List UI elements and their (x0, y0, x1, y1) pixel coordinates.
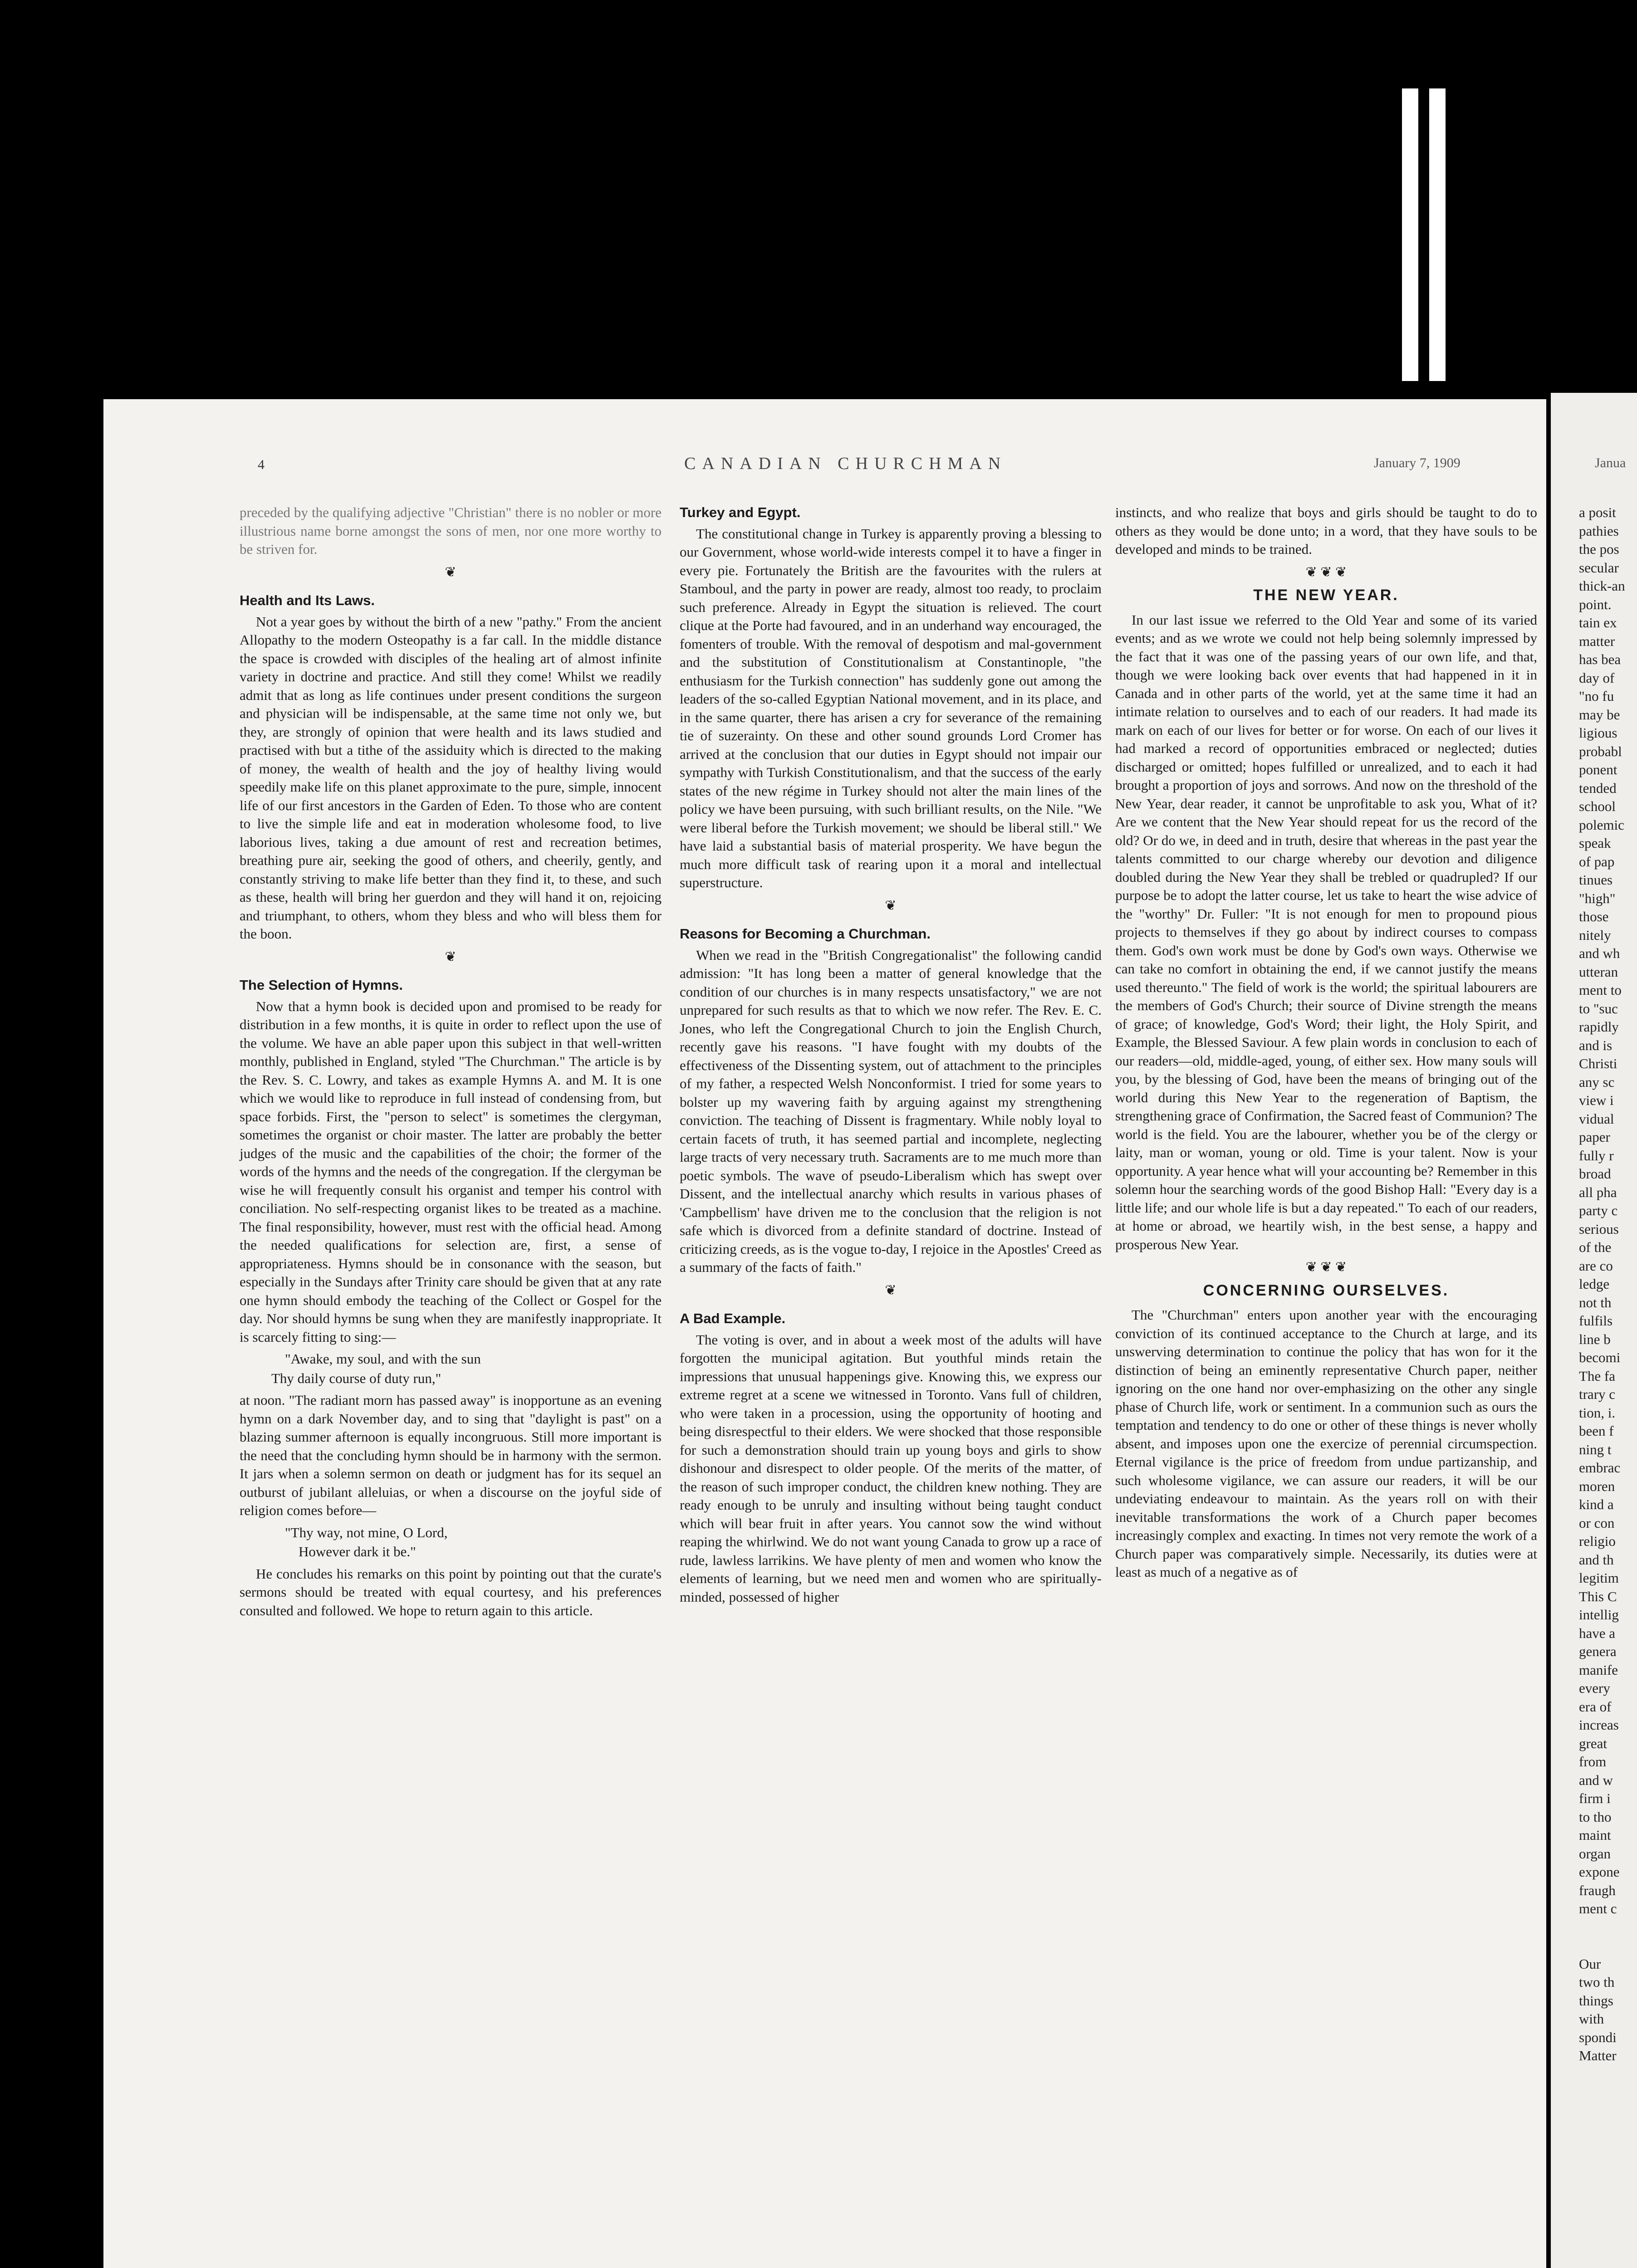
edge-text-line: day of (1579, 670, 1615, 686)
edge-text-line: manife (1579, 1662, 1618, 1678)
edge-text-line: ment c (1579, 1901, 1617, 1916)
edge-text-line: fulfils (1579, 1313, 1613, 1329)
fleuron-ornament: ❦ (885, 1282, 897, 1298)
verse-line: However dark it be." (299, 1544, 416, 1559)
edge-text-line: Matter (1579, 2048, 1617, 2063)
edge-text-line: "no fu (1579, 688, 1614, 704)
edge-text-line: utteran (1579, 963, 1618, 980)
edge-text-line: Our (1579, 1955, 1601, 1972)
edge-text-line: tended (1579, 780, 1617, 796)
edge-text-line: fully r (1579, 1147, 1614, 1163)
fleuron-ornament: ❦ (445, 564, 456, 580)
heading-hymns: The Selection of Hymns. (240, 977, 403, 993)
edge-text-line: era of (1579, 1698, 1612, 1715)
verse-line: "Thy way, not mine, O Lord, (285, 1524, 448, 1540)
edge-text-line: matter (1579, 633, 1615, 649)
edge-text-line: rapidly (1579, 1019, 1619, 1035)
edge-text-line: trary c (1579, 1386, 1616, 1402)
paragraph: The voting is over, and in about a week most of the adults will have forgotten the municipal agitation. But youthful minds retain the impressions that unusual happenings give. Knowing this, we express our extreme regret at a scene we witnessed in Toronto. Vans full of children, who were taken in a procession, using the opportunity of hooting and being disrespectful to their elders. We were shocked that those responsible for such a demonstration should train up young boys and girls to show dishonour and disrespect to older people. Of the merits of the matter, of the reason of such improper conduct, the children knew nothing. They are ready enough to be unruly and insulting without being taught conduct which will bear fruit in after years. You cannot sow the wind without reaping the whirlwind. We do not want young Canada to grow up a race of rude, lawless larrikins. We have plenty of men and women who know the elements of learning, but we need men and women who are spiritually-minded, possessed of higher (680, 1331, 1102, 1605)
edge-text-line: and is (1579, 1037, 1612, 1053)
page-number: 4 (258, 457, 265, 472)
edge-text-line: those (1579, 909, 1609, 924)
newspaper-page (103, 399, 1546, 2268)
paragraph: The "Churchman" enters upon another year with the encouraging conviction of its continued acceptance to the Church at large, and its unswerving determination to continue the policy that has won for it the distinction of being an eminently representative Church paper, neither ignoring on the one hand nor over-emphasizing on the other any single phase of Church life, work or sentiment. In a communion such as ours the temptation and tendency to do one or other of these things is never wholly absent, and imposes upon one the exercize of perennial circumspection. Eternal vigilance is the price of freedom from undue partizanship, and such wholesome vigilance, we can assure our readers, it will be our undeviating endeavour to maintain. As the years roll on with their inevitable transformations the work of a Church paper becomes increasingly complex and exacting. In times not very remote the work of a Church paper was comparatively simple. Necessarily, its duties were at least as much of a negative as of (1115, 1307, 1537, 1580)
edge-text-line: intellig (1579, 1607, 1619, 1623)
edge-text-line: point. (1579, 596, 1612, 612)
edge-text-line: secular (1579, 559, 1619, 576)
column-1 (240, 503, 662, 1623)
edge-text-line: ponent (1579, 762, 1617, 777)
edge-text-line: religio (1579, 1533, 1616, 1549)
edge-text-line: speak (1579, 835, 1611, 851)
edge-text-line: ment to (1579, 982, 1622, 998)
column-2 (680, 503, 1102, 1609)
edge-text-line: and w (1579, 1772, 1613, 1788)
running-title: CANADIAN CHURCHMAN (684, 454, 1007, 473)
edge-text-line: expone (1579, 1864, 1620, 1880)
edge-text-line: maint (1579, 1827, 1611, 1843)
edge-text-line: things (1579, 1992, 1613, 2009)
edge-text-line (1579, 1936, 1637, 1955)
edge-text-line: from (1579, 1754, 1607, 1769)
edge-text-line: school (1579, 798, 1616, 814)
film-marker-top-2 (1429, 88, 1446, 381)
paragraph: When we read in the "British Congregationalist" the following candid admission: "It has long been a matter of general knowledge that the condition of our churches is in many respects unsatisfactory," we are not unprepared for such results as that to which we now refer. The Rev. E. C. Jones, who left the Congregational Church to join the English Church, recently gave his reasons. "I have fought with my doubts of the effectiveness of the Dissenting system, out of attachment to the principles of my father, a respected Welsh Nonconformist. I tried for some years to bolster up my wavering faith by arguing against my strengthening conviction. The teaching of Dissent is fragmentary. While nobly loyal to certain facets of truth, it has seemed partial and incomplete, neglecting large tracts of very necessary truth. Sacraments are to me much more than poetic symbols. The wave of pseudo-Liberalism which has swept over Dissent, and the intellectual anarchy which results in various phases of 'Campbellism' have driven me to the conclusion that the religion is not safe which is divorced from a definite standard of doctrine. Instead of criticizing creeds, as is the vogue to-day, I rejoice in the Apostles' Creed as a summary of the facts of faith." (680, 947, 1102, 1275)
triple-fleuron-ornament: ❦ ❦ ❦ (1305, 1260, 1347, 1275)
column-3 (1115, 503, 1537, 1584)
paragraph: Not a year goes by without the birth of a new "pathy." From the ancient Allopathy to the modern Osteopathy is a far call. In the middle distance the space is crowded with disciples of the healing art of almost infinite variety in doctrine and practice. And still they come! Whilst we readily admit that as long as life continues under present conditions the surgeon and physician will be indispensable, at the same time not only we, but they, are strongly of opinion that were health and its laws studied and practised with but a tithe of the assiduity which is directed to the making of money, the wealth of health and the joy of healthy living would speedily make life on this planet approximate to the pure, simple, innocent life of our first ancestors in the Garden of Eden. To those who are content to live the simple life and eat in moderation wholesome food, to live laborious lives, taking a due amount of rest and recreation betimes, breathing pure air, seeking the good of others, and cheerily, gently, and constantly striving to make life better than they find it, to these, and such as these, health will bring her guerdon and they will hand it on, rejoicing and triumphant, to others, whom they bless and who will bless them for the boon. (240, 613, 662, 942)
triple-fleuron-ornament: ❦ ❦ ❦ (1305, 564, 1347, 580)
edge-text-line: paper (1579, 1129, 1610, 1145)
col3-intro: instincts, and who realize that boys and girls should be taught to do to others as they would be done unto; in a word, that they have souls to be developed and minds to be trained. (1115, 504, 1537, 557)
edge-text-line: fraugh (1579, 1882, 1616, 1898)
edge-text-line: tinues (1579, 872, 1613, 888)
heading-reasons: Reasons for Becoming a Churchman. (680, 926, 931, 942)
edge-text-line: of the (1579, 1239, 1612, 1255)
edge-text-line: firm i (1579, 1790, 1611, 1806)
paragraph: In our last issue we referred to the Old Year and some of its varied events; and as we wrote we could not help being solemnly impressed by the fact that it was one of the passing years of our own life, and that, though we were looking back over events that had happened in it in Canada and in other parts of the world, yet at the same time it had an intimate relation to ourselves and to each of our readers. It had made its mark on each of our lives for better or for worse. On each of our lives it had marked a record of opportunities embraced or neglected; duties discharged or omitted; hopes fulfilled or unrealized, and to each it had brought a proportion of joys and sorrows. And now on the threshold of the New Year, dear reader, it cannot be unprofitable to ask you, What of it? Are we content that the New Year should repeat for us the record of the old? Or do we, in deed and in truth, desire that whereas in the past year the talents committed to our charge whereby our devotion and diligence doubled during the New Year they shall be trebled or quadrupled? If our purpose be to adopt the latter course, let us take to heart the wise advice of the "worthy" Dr. Fuller: "It is not enough for men to propound pious projects to themselves if they go about by indirect courses to compass them. God's own work must be done by God's own ways. Otherwise we can take no comfort in obtaining the end, if we cannot justify the means used thereunto." The field of work is the world; the spiritual labourers are the members of God's Church; their source of Divine strength the means of grace; of knowledge, God's Word; their light, the Holy Spirit, and Example, the Blessed Saviour. A few plain words in conclusion to each of our readers—old, middle-aged, young, of either sex. How many souls will you, by the blessing of God, have been the means of bringing out of the world during this New Year to the regeneration of Baptism, the strengthening grace of Confirmation, the Sacred feast of Communion? The world is the field. You are the labourer, whether you be of the clergy or laity, man or woman, young or old. Time is your talent. Now is your opportunity. A year hence what will your accounting be? Remember in this solemn hour the searching words of the good Bishop Hall: "Every day is a little life; and our whole life is but a day repeated." To each of our readers, at home or abroad, we heartily wish, in the best sense, a happy and prosperous New Year. (1115, 611, 1537, 1252)
heading-new-year: THE NEW YEAR. (1253, 587, 1399, 604)
next-page-running-date: Janua (1595, 455, 1626, 470)
edge-text-line: all pha (1579, 1184, 1617, 1200)
paragraph: The constitutional change in Turkey is apparently proving a blessing to our Government, whose world-wide interests compel it to have a finger in every pie. Fortunately the British are the favourites with the rulers at Stamboul, and the party in power are ready, almost too ready, to proclaim such preference. Already in Egypt the situation is relieved. The court clique at the Porte had favoured, and in an underhand way encouraged, the fomenters of trouble. With the removal of despotism and mal-government and the substitution of Constitutionalism at Constantinople, "the enthusiasm for the Turkish connection" has suddenly gone out among the leaders of the so-called Egyptian National movement, and in its place, and in the same quarter, there has arisen a cry for severance of the remaining tie of suzerainty. On these and other sound grounds Lord Cromer has arrived at the conclusion that our duties in Egypt should not impair our sympathy with Turkish Constitutionalism, and that the success of the early states of the new régime in Turkey should not alter the main lines of the policy we have been pursuing, with such brilliant results, on the Nile. "We were liberal before the Turkish movement; we should be liberal still." We have laid a substantial basis of material prosperity. We have begun the much more difficult task of rearing upon it a moral and intellectual superstructure. (680, 525, 1102, 890)
edge-text-line: every (1579, 1680, 1610, 1696)
edge-text-line: are co (1579, 1257, 1613, 1274)
edge-text-line: ligious (1579, 725, 1617, 741)
edge-text-line: view i (1579, 1092, 1614, 1108)
edge-text-line: broad (1579, 1166, 1611, 1182)
edge-text-line: two th (1579, 1974, 1615, 1990)
edge-text-line: with (1579, 2011, 1604, 2027)
edge-text-line: have a (1579, 1625, 1616, 1641)
film-marker-top-1 (1402, 88, 1418, 381)
edge-text-line: polemic (1579, 816, 1624, 833)
issue-date: January 7, 1909 (1374, 455, 1461, 470)
edge-text-line: tain ex (1579, 615, 1617, 631)
edge-text-line: vidual (1579, 1110, 1614, 1127)
edge-text-line: legitim (1579, 1570, 1619, 1586)
edge-text-line: "high" (1579, 890, 1616, 906)
edge-text-line: kind a (1579, 1496, 1614, 1512)
edge-text-line: to tho (1579, 1809, 1612, 1825)
edge-text-line: ledge (1579, 1276, 1610, 1292)
verse-line: Thy daily course of duty run," (271, 1370, 441, 1386)
edge-text-line: party c (1579, 1202, 1618, 1218)
edge-text-line: line b (1579, 1331, 1611, 1347)
edge-text-line: pathies (1579, 523, 1619, 539)
edge-text-line: serious (1579, 1221, 1619, 1237)
edge-text-line: probabl (1579, 743, 1622, 759)
edge-text-line: great (1579, 1735, 1607, 1751)
edge-text-line: to "suc (1579, 1000, 1618, 1017)
edge-text-line: has bea (1579, 651, 1621, 667)
edge-text-line: of pap (1579, 853, 1615, 870)
heading-concerning-ourselves: CONCERNING OURSELVES. (1203, 1281, 1450, 1299)
fleuron-ornament: ❦ (885, 898, 897, 913)
paragraph: He concludes his remarks on this point by pointing out that the curate's sermons should be treated with equal courtesy, and his preferences consulted and followed. We hope to return again to this article. (240, 1565, 662, 1618)
edge-text-line: becomi (1579, 1349, 1621, 1365)
edge-text-line: and wh (1579, 945, 1620, 961)
edge-text-line: may be (1579, 706, 1620, 723)
edge-text-line: the pos (1579, 541, 1619, 557)
paragraph: Now that a hymn book is decided upon and promised to be ready for distribution in a few months, it is quite in order to reflect upon the use of the volume. We have an able paper upon this subject in that well-written monthly, published in England, styled "The Churchman." The article is by the Rev. S. C. Lowry, and takes as example Hymns A. and M. It is one which we would like to reproduce in full instead of condensing from, but space forbids. First, the "person to select" is sometimes the clergyman, sometimes the organist or choir master. The latter are probably the better judges of the music and the capabilities of the choir; the former of the words of the hymns and the needs of the congregation. If the clergyman be wise he will frequently consult his organist and temper his control with conciliation. No self-respecting organist likes to be treated as a machine. The final responsibility, however, must rest with the official head. Among the needed qualifications for selection are, first, a sense of appropriateness. Hymns should be in consonance with the season, but especially in the Sundays after Trinity care should be given that at any rate one hymn should embody the teaching of the Collect or Gospel for the day. Nor should hymns be sung when they are manifestly inappropriate. It is scarcely fitting to sing:— (240, 998, 662, 1345)
edge-text-line: ning t (1579, 1441, 1612, 1457)
edge-text-line: a posit (1579, 504, 1616, 520)
edge-text-line: any sc (1579, 1074, 1615, 1090)
col1-intro: preceded by the qualifying adjective "Christian" there is no nobler or more illustrious name borne amongst the sons of men, nor one more worthy to be striven for. (240, 504, 662, 557)
edge-text-line: moren (1579, 1478, 1615, 1494)
heading-turkey-egypt: Turkey and Egypt. (680, 504, 801, 520)
paragraph: at noon. "The radiant morn has passed away" is inopportune as an evening hymn on a dark November day, and to sing that "daylight is past" on a blazing summer afternoon is equally incongruous. Still more important is the need that the concluding hymn should be in harmony with the sermon. It jars when a solemn sermon on death or judgment has for its sequel an outburst of jubilant alleluias, or when a discourse on the joyful side of religion comes before— (240, 1392, 662, 1518)
edge-text-line: tion, i. (1579, 1404, 1616, 1421)
edge-text-line: nitely (1579, 927, 1611, 943)
edge-text-line: spondi (1579, 2029, 1617, 2045)
verse-line: "Awake, my soul, and with the sun (285, 1351, 481, 1367)
edge-text-line: not th (1579, 1294, 1612, 1310)
heading-health: Health and Its Laws. (240, 592, 375, 608)
edge-text-line (1579, 1918, 1637, 1937)
edge-text-line: genera (1579, 1643, 1617, 1659)
heading-bad-example: A Bad Example. (680, 1310, 786, 1326)
edge-text-line: This C (1579, 1588, 1617, 1604)
edge-text-line: The fa (1579, 1368, 1616, 1384)
fleuron-ornament: ❦ (445, 949, 456, 964)
edge-text-line: been f (1579, 1423, 1614, 1439)
edge-text-line: thick-an (1579, 578, 1625, 594)
edge-text-line: or con (1579, 1515, 1615, 1531)
edge-text-line: organ (1579, 1845, 1611, 1862)
edge-text-line: embrac (1579, 1460, 1621, 1476)
next-page-text-edge (1579, 503, 1637, 2065)
edge-text-line: and th (1579, 1551, 1614, 1568)
edge-text-line: increas (1579, 1717, 1619, 1733)
edge-text-line: Christi (1579, 1056, 1617, 1071)
